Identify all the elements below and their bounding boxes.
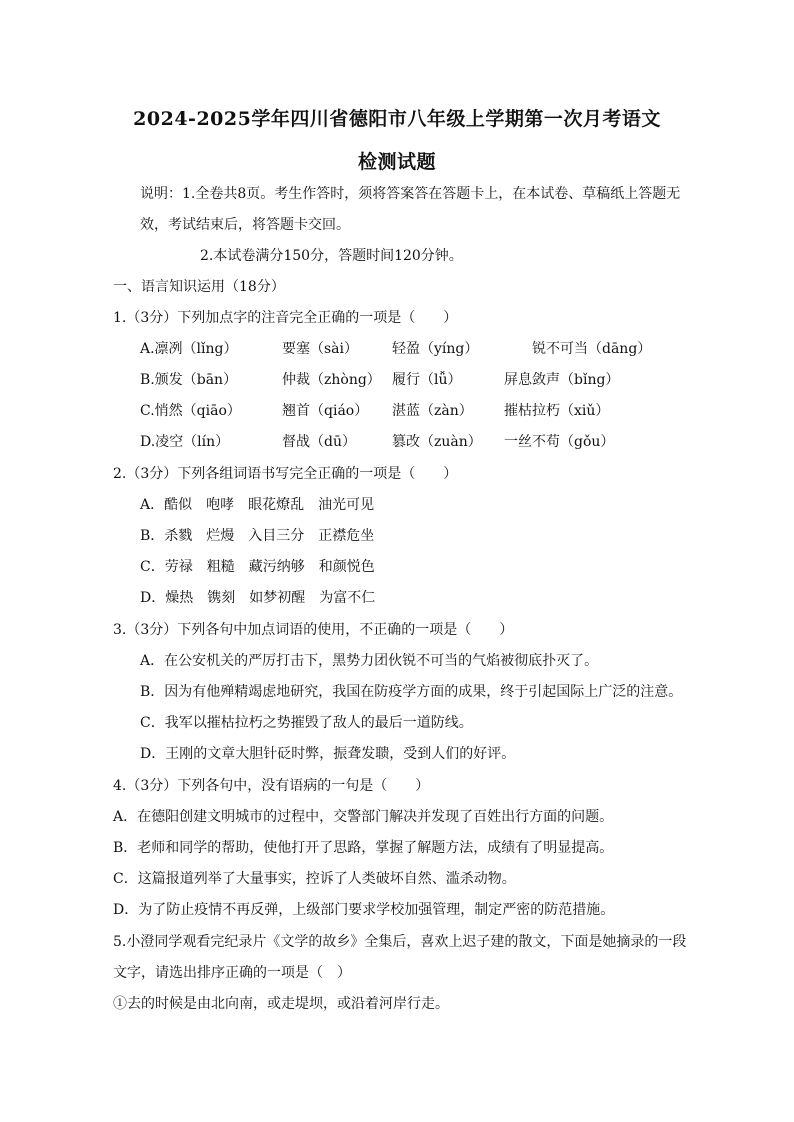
q2-option-b: B．杀戮 烂熳 入目三分 正襟危坐 — [140, 528, 375, 544]
q1-option-d-word-4: 一丝不苟（gǒu） — [504, 434, 615, 450]
q1-option-a-word-1: A.凛冽（lǐng） — [140, 341, 238, 357]
q1-option-d-word-2: 督战（dū） — [282, 434, 356, 450]
section-heading: 一、语言知识运用（18分） — [113, 279, 285, 295]
q1-option-c-word-2: 翘首（qiáo） — [282, 403, 369, 419]
document-title-line2: 检测试题 — [357, 151, 436, 173]
document-title-line1: 2024-2025学年四川省德阳市八年级上学期第一次月考语文 — [133, 108, 661, 130]
q1-option-a-word-3: 轻盈（yíng） — [392, 341, 479, 357]
q1-stem: 1.（3分）下列加点字的注音完全正确的一项是（ ） — [113, 310, 458, 326]
q1-option-b-word-3: 履行（lǚ） — [392, 372, 462, 388]
q2-option-a: A．酷似 咆哮 眼花燎乱 油光可见 — [140, 497, 375, 513]
q2-stem: 2.（3分）下列各组词语书写完全正确的一项是（ ） — [113, 466, 458, 482]
q4-stem: 4.（3分）下列各句中，没有语病的一句是（ ） — [113, 778, 430, 794]
q2-option-d: D．燥热 镌刻 如梦初醒 为富不仁 — [140, 590, 376, 606]
q1-option-c-word-4: 摧枯拉朽（xiǔ） — [504, 403, 610, 419]
q1-option-b-word-2: 仲裁（zhòng） — [282, 372, 381, 388]
q5-stem-line-2: 文字，请选出排序正确的一项是（ ） — [113, 965, 351, 981]
q3-option-d: D．王刚的文章大胆针砭时弊，振聋发聩，受到人们的好评。 — [140, 746, 516, 762]
q4-option-a: A．在德阳创建文明城市的过程中，交警部门解决并发现了百姓出行方面的问题。 — [113, 809, 614, 825]
q1-option-b-word-4: 屏息敛声（bǐng） — [504, 372, 620, 388]
q4-option-b: B．老师和同学的帮助，使他打开了思路，掌握了解题方法，成绩有了明显提高。 — [113, 840, 614, 856]
q5-item-1: ①去的时候是由北向南，或走堤坝，或沿着河岸行走。 — [113, 996, 449, 1012]
q3-option-a: A．在公安机关的严厉打击下，黑势力团伙锐不可当的气焰被彻底扑灭了。 — [140, 653, 599, 669]
q4-option-c: C．这篇报道列举了大量事实，控诉了人类破坏自然、滥杀动物。 — [113, 871, 516, 887]
q2-option-c: C．劳禄 粗糙 藏污纳够 和颜悦色 — [140, 559, 375, 575]
q1-option-c-word-3: 湛蓝（zàn） — [392, 403, 473, 419]
notes-line-2: 效，考试结束后，将答题卡交回。 — [140, 217, 350, 233]
q1-option-d-word-1: D.凌空（lín） — [140, 434, 230, 450]
notes-line-1: 说明：1.全卷共8页。考生作答时，须将答案答在答题卡上，在本试卷、草稿纸上答题无 — [140, 186, 681, 202]
q1-option-a-word-2: 要塞（sài） — [282, 341, 359, 357]
notes-line-3: 2.本试卷满分150分，答题时间120分钟。 — [200, 248, 463, 264]
q1-option-d-word-3: 篡改（zuàn） — [392, 434, 482, 450]
q3-stem: 3.（3分）下列各句中加点词语的使用，不正确的一项是（ ） — [113, 622, 514, 638]
q4-option-d: D．为了防止疫情不再反弹，上级部门要求学校加强管理，制定严密的防范措施。 — [113, 902, 615, 918]
q1-option-c-word-1: C.悄然（qiāo） — [140, 403, 241, 419]
q5-stem-line-1: 5.小澄同学观看完纪录片《文学的故乡》全集后，喜欢上迟子建的散文，下面是她摘录的一段 — [113, 934, 687, 950]
q3-option-b: B．因为有他殚精竭虑地研究，我国在防疫学方面的成果，终于引起国际上广泛的注意。 — [140, 684, 683, 700]
q3-option-c: C．我军以摧枯拉朽之势摧毁了敌人的最后一道防线。 — [140, 715, 473, 731]
q1-option-a-word-4: 锐不可当（dāng） — [532, 341, 652, 357]
q1-option-b-word-1: B.颁发（bān） — [140, 372, 238, 388]
